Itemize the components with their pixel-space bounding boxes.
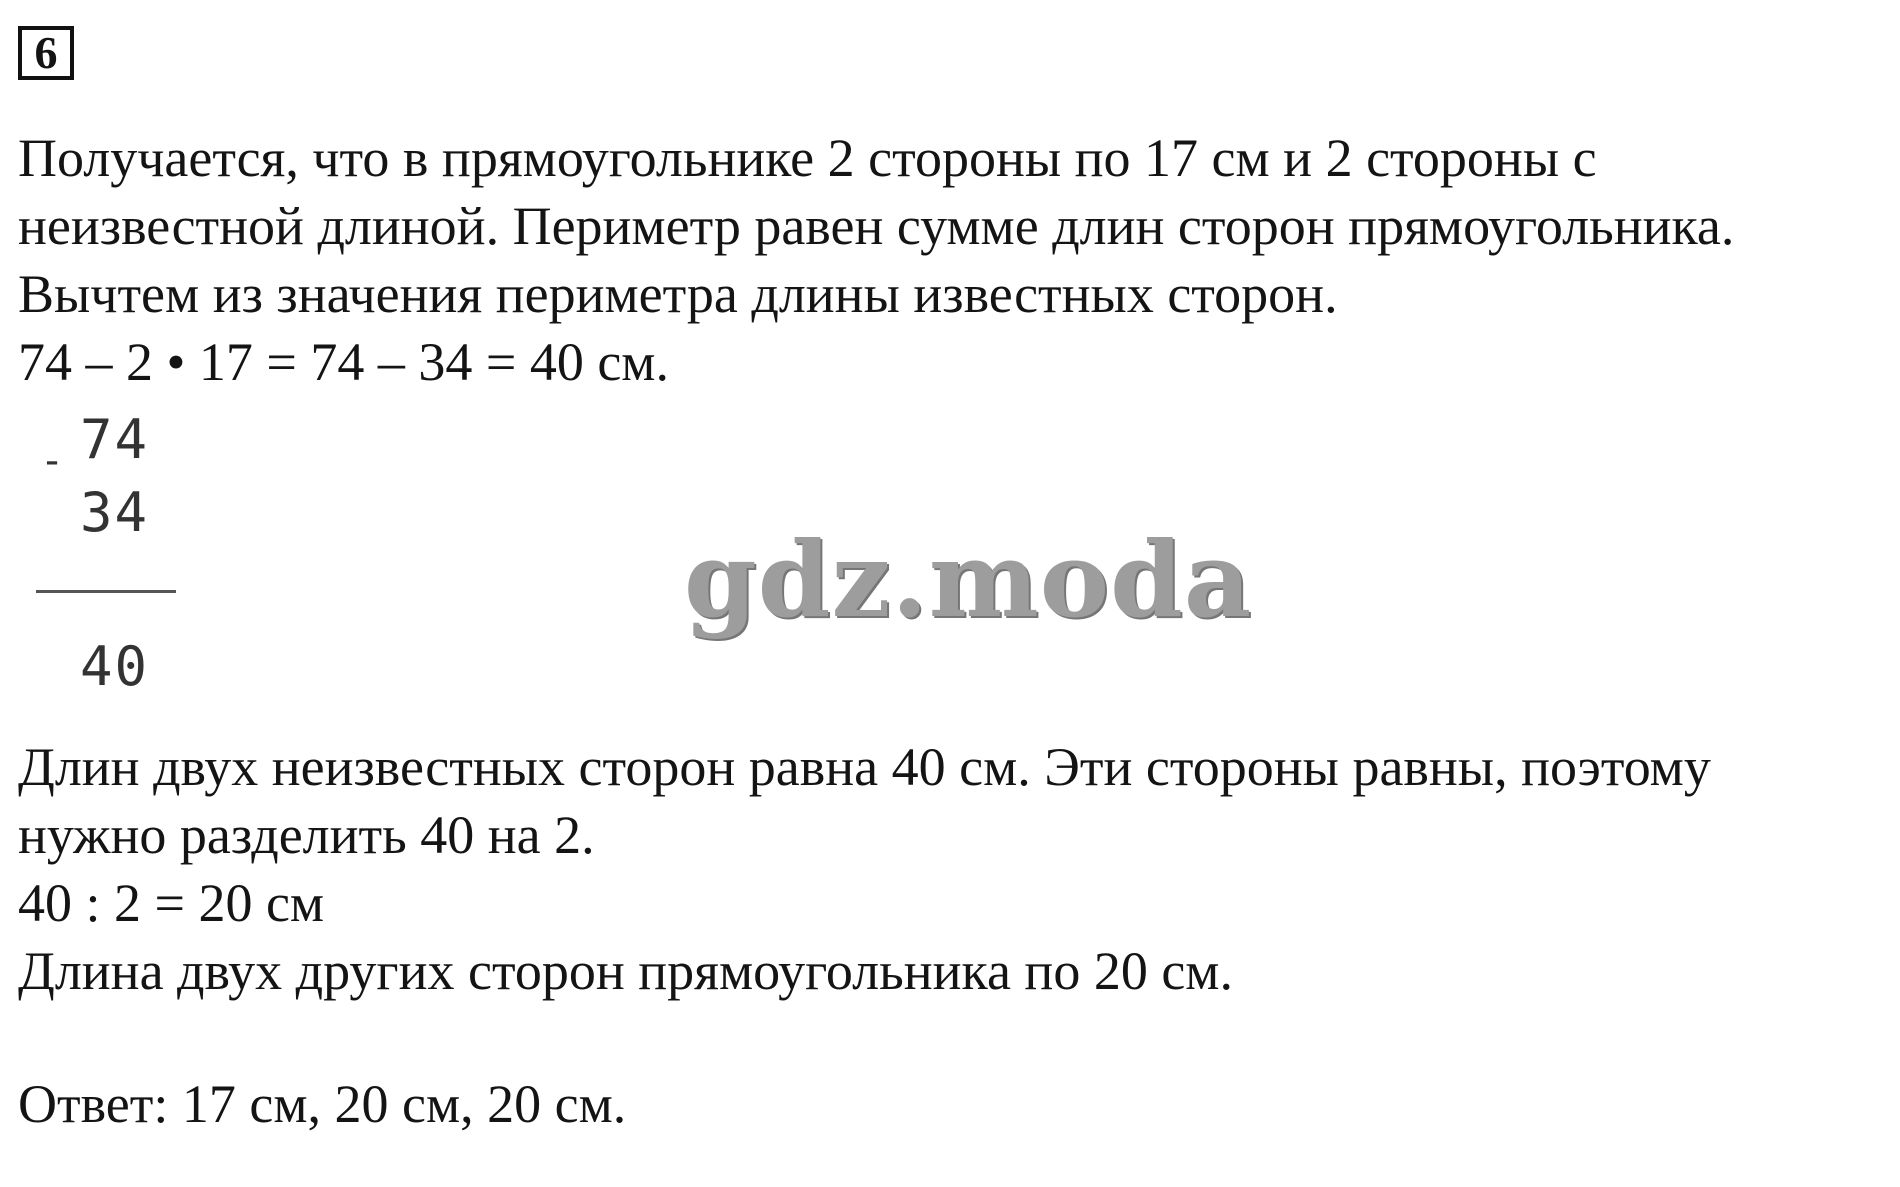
equation-line: 40 : 2 = 20 см	[18, 873, 325, 933]
solution-paragraph-2	[18, 733, 1711, 1005]
column-subtraction	[18, 405, 178, 705]
text-line: Получается, что в прямоугольнике 2 стороны по 17 см и 2 стороны с	[18, 128, 1597, 188]
subtrahend: 34	[80, 481, 150, 544]
solution-paragraph-1	[18, 124, 1734, 396]
text-line: Вычтем из значения периметра длины известных сторон.	[18, 264, 1338, 324]
result-line	[36, 590, 176, 593]
minus-sign: -	[40, 438, 65, 484]
answer-line: Ответ: 17 см, 20 см, 20 см.	[18, 1074, 627, 1134]
text-line: Длин двух неизвестных сторон равна 40 см. Эти стороны равны, поэтому	[18, 737, 1711, 797]
text-line: нужно разделить 40 на 2.	[18, 805, 595, 865]
text-line: Длина двух других сторон прямоугольника по 20 см.	[18, 941, 1233, 1001]
watermark: gdz.moda	[684, 518, 1253, 641]
minuend: 74	[80, 408, 150, 471]
text-line: неизвестной длиной. Периметр равен сумме длин сторон прямоугольника.	[18, 196, 1735, 256]
equation-line: 74 – 2 • 17 = 74 – 34 = 40 см.	[18, 332, 669, 392]
difference: 40	[80, 635, 150, 698]
task-number-box: 6	[18, 26, 74, 80]
